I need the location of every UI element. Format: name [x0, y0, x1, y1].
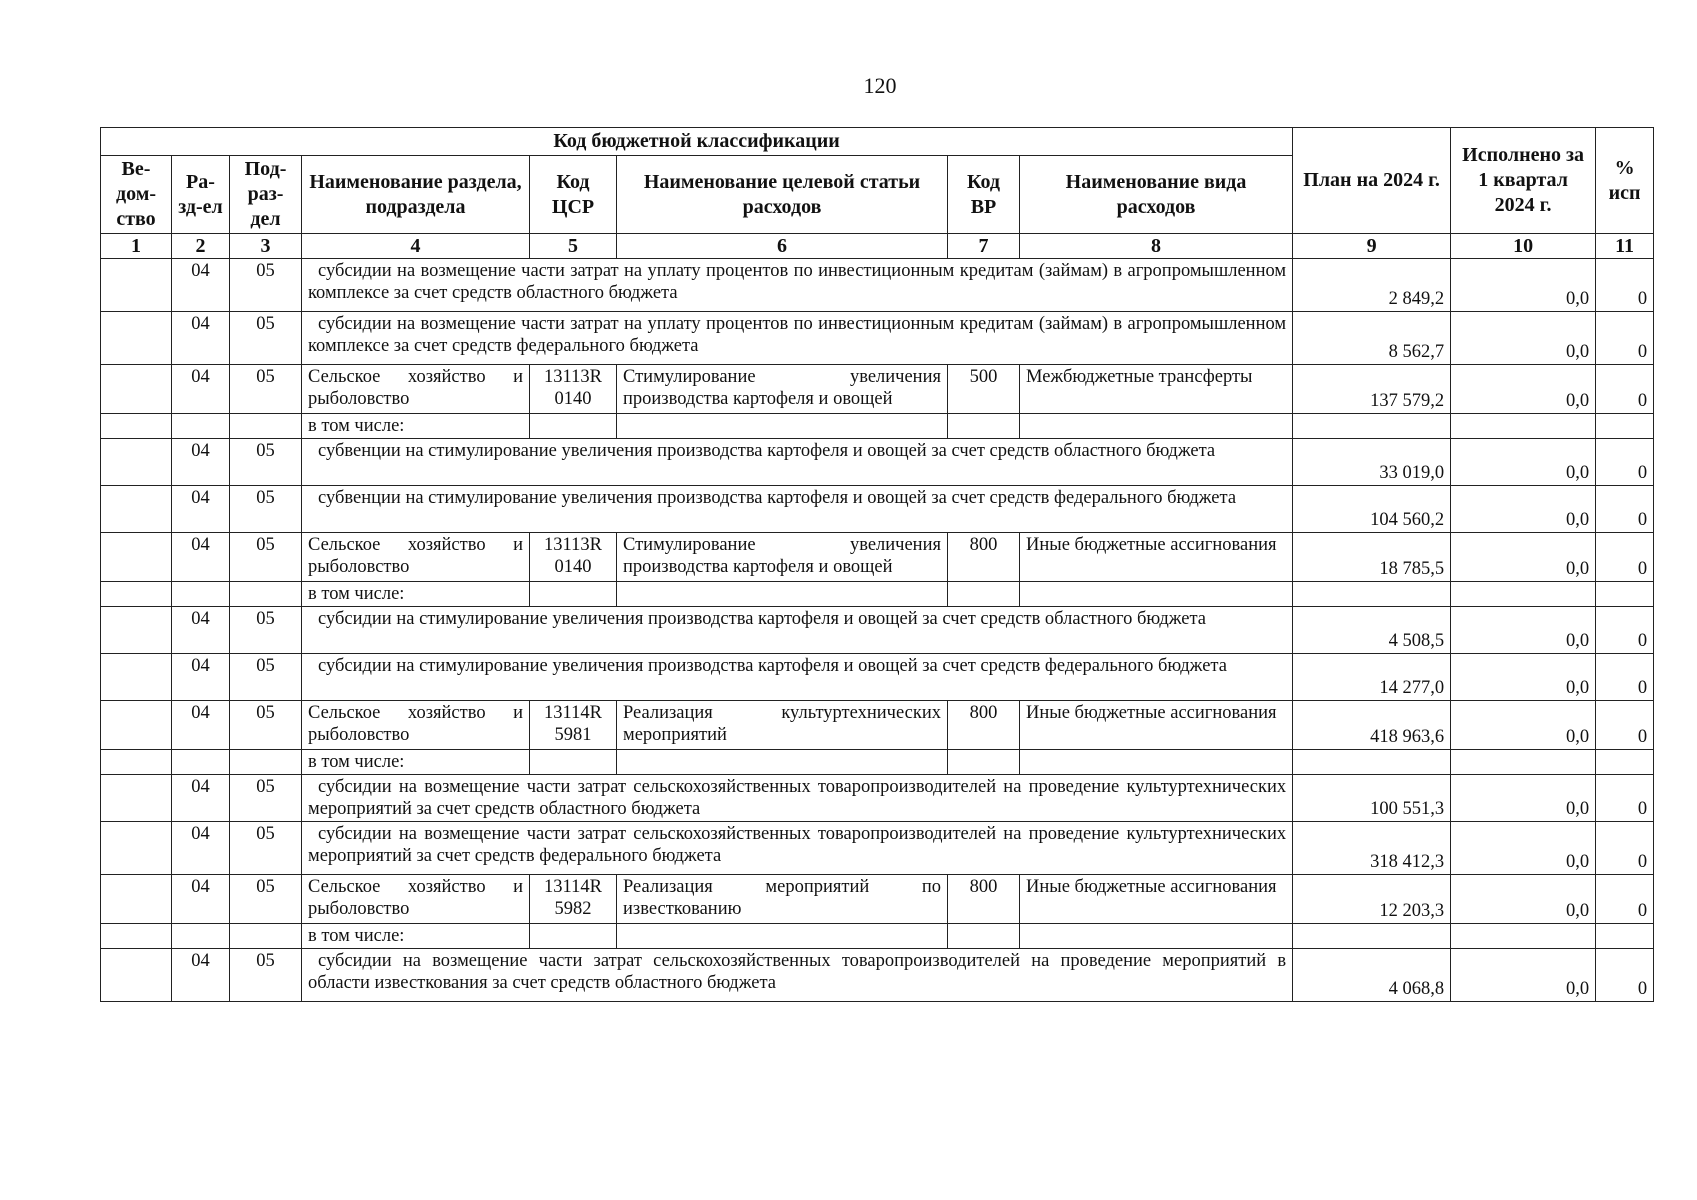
- vedomstvo-cell: [101, 582, 172, 607]
- table-header: [101, 128, 1654, 259]
- colnum: 3: [230, 234, 302, 259]
- podrazdel-cell: [230, 750, 302, 775]
- table-row: [101, 822, 1654, 875]
- csr-cell: 13114R 5982: [530, 875, 617, 924]
- pct-cell: 0: [1596, 775, 1654, 822]
- done-cell: 0,0: [1451, 533, 1596, 582]
- done-cell: 0,0: [1451, 607, 1596, 654]
- header-razdel: Ра-зд-ел: [172, 156, 230, 234]
- done-cell: 0,0: [1451, 775, 1596, 822]
- podrazdel-cell: 05: [230, 701, 302, 750]
- razdel-cell: 04: [172, 949, 230, 1002]
- podrazdel-cell: [230, 924, 302, 949]
- vr-cell: [948, 924, 1020, 949]
- razdel-cell: [172, 924, 230, 949]
- vr-cell: 800: [948, 875, 1020, 924]
- razdel-cell: [172, 750, 230, 775]
- done-cell: 0,0: [1451, 654, 1596, 701]
- header-podrazdel: Под-раз-дел: [230, 156, 302, 234]
- colnum: 10: [1451, 234, 1596, 259]
- description-cell: субсидии на стимулирование увеличения производства картофеля и овощей за счет средств областного бюджета: [302, 607, 1293, 654]
- plan-cell: 137 579,2: [1293, 365, 1451, 414]
- including-label: в том числе:: [302, 414, 530, 439]
- done-cell: [1451, 924, 1596, 949]
- podrazdel-cell: 05: [230, 533, 302, 582]
- description-cell: субсидии на возмещение части затрат сельскохозяйственных товаропроизводителей на проведение мероприятий в области известкования за счет средств областного бюджета: [302, 949, 1293, 1002]
- target-name-cell: [617, 414, 948, 439]
- vedomstvo-cell: [101, 365, 172, 414]
- vr-name-cell: Иные бюджетные ассигнования: [1020, 533, 1293, 582]
- pct-cell: 0: [1596, 654, 1654, 701]
- table-row: [101, 486, 1654, 533]
- plan-cell: 12 203,3: [1293, 875, 1451, 924]
- table-row: [101, 414, 1654, 439]
- plan-cell: [1293, 414, 1451, 439]
- vedomstvo-cell: [101, 750, 172, 775]
- podrazdel-cell: 05: [230, 259, 302, 312]
- plan-cell: 4 068,8: [1293, 949, 1451, 1002]
- plan-cell: 100 551,3: [1293, 775, 1451, 822]
- colnum: 5: [530, 234, 617, 259]
- pct-cell: 0: [1596, 439, 1654, 486]
- pct-cell: 0: [1596, 949, 1654, 1002]
- pct-cell: [1596, 924, 1654, 949]
- plan-cell: 318 412,3: [1293, 822, 1451, 875]
- vr-cell: [948, 414, 1020, 439]
- done-cell: 0,0: [1451, 822, 1596, 875]
- section-name-cell: Сельское хозяйство и рыболовство: [302, 875, 530, 924]
- header-section-name: Наименование раздела, подраздела: [302, 156, 530, 234]
- vedomstvo-cell: [101, 822, 172, 875]
- header-csr: Код ЦСР: [530, 156, 617, 234]
- done-cell: 0,0: [1451, 701, 1596, 750]
- razdel-cell: 04: [172, 312, 230, 365]
- table-row: [101, 439, 1654, 486]
- vr-name-cell: [1020, 924, 1293, 949]
- razdel-cell: [172, 582, 230, 607]
- table-row: [101, 775, 1654, 822]
- section-name-cell: Сельское хозяйство и рыболовство: [302, 365, 530, 414]
- csr-cell: 13113R 0140: [530, 365, 617, 414]
- done-cell: [1451, 414, 1596, 439]
- including-label: в том числе:: [302, 582, 530, 607]
- target-name-cell: Стимулирование увеличения производства картофеля и овощей: [617, 533, 948, 582]
- plan-cell: 18 785,5: [1293, 533, 1451, 582]
- plan-cell: 4 508,5: [1293, 607, 1451, 654]
- vedomstvo-cell: [101, 654, 172, 701]
- plan-cell: 418 963,6: [1293, 701, 1451, 750]
- done-cell: [1451, 750, 1596, 775]
- vr-name-cell: Межбюджетные трансферты: [1020, 365, 1293, 414]
- header-plan: План на 2024 г.: [1293, 128, 1451, 234]
- vedomstvo-cell: [101, 312, 172, 365]
- table-row: [101, 365, 1654, 414]
- vr-name-cell: [1020, 582, 1293, 607]
- podrazdel-cell: 05: [230, 949, 302, 1002]
- colnum: 6: [617, 234, 948, 259]
- plan-cell: [1293, 750, 1451, 775]
- target-name-cell: [617, 750, 948, 775]
- table-row: [101, 654, 1654, 701]
- table-row: [101, 607, 1654, 654]
- done-cell: [1451, 582, 1596, 607]
- podrazdel-cell: 05: [230, 439, 302, 486]
- pct-cell: 0: [1596, 365, 1654, 414]
- razdel-cell: 04: [172, 607, 230, 654]
- target-name-cell: Реализация мероприятий по известкованию: [617, 875, 948, 924]
- plan-cell: 2 849,2: [1293, 259, 1451, 312]
- vedomstvo-cell: [101, 414, 172, 439]
- done-cell: 0,0: [1451, 949, 1596, 1002]
- podrazdel-cell: 05: [230, 486, 302, 533]
- target-name-cell: Стимулирование увеличения производства картофеля и овощей: [617, 365, 948, 414]
- podrazdel-cell: [230, 582, 302, 607]
- done-cell: 0,0: [1451, 875, 1596, 924]
- razdel-cell: 04: [172, 439, 230, 486]
- csr-cell: [530, 924, 617, 949]
- table-row: [101, 582, 1654, 607]
- description-cell: субвенции на стимулирование увеличения производства картофеля и овощей за счет средств федерального бюджета: [302, 486, 1293, 533]
- razdel-cell: 04: [172, 701, 230, 750]
- section-name-cell: Сельское хозяйство и рыболовство: [302, 533, 530, 582]
- done-cell: 0,0: [1451, 439, 1596, 486]
- vr-cell: 500: [948, 365, 1020, 414]
- description-cell: субсидии на возмещение части затрат на уплату процентов по инвестиционным кредитам (займам) в агропромышленном комплексе за счет средств областного бюджета: [302, 259, 1293, 312]
- colnum: 8: [1020, 234, 1293, 259]
- csr-cell: [530, 750, 617, 775]
- csr-cell: 13113R 0140: [530, 533, 617, 582]
- podrazdel-cell: 05: [230, 365, 302, 414]
- vr-name-cell: [1020, 414, 1293, 439]
- plan-cell: 14 277,0: [1293, 654, 1451, 701]
- podrazdel-cell: 05: [230, 822, 302, 875]
- podrazdel-cell: 05: [230, 607, 302, 654]
- pct-cell: 0: [1596, 607, 1654, 654]
- podrazdel-cell: 05: [230, 654, 302, 701]
- vr-name-cell: Иные бюджетные ассигнования: [1020, 875, 1293, 924]
- plan-cell: 33 019,0: [1293, 439, 1451, 486]
- vr-name-cell: Иные бюджетные ассигнования: [1020, 701, 1293, 750]
- table-row: [101, 875, 1654, 924]
- including-label: в том числе:: [302, 924, 530, 949]
- razdel-cell: 04: [172, 875, 230, 924]
- pct-cell: 0: [1596, 486, 1654, 533]
- description-cell: субсидии на стимулирование увеличения производства картофеля и овощей за счет средств федерального бюджета: [302, 654, 1293, 701]
- vedomstvo-cell: [101, 607, 172, 654]
- done-cell: 0,0: [1451, 259, 1596, 312]
- vedomstvo-cell: [101, 439, 172, 486]
- table-row: [101, 701, 1654, 750]
- header-vr-name: Наименование вида расходов: [1020, 156, 1293, 234]
- pct-cell: [1596, 582, 1654, 607]
- vedomstvo-cell: [101, 533, 172, 582]
- including-label: в том числе:: [302, 750, 530, 775]
- razdel-cell: 04: [172, 822, 230, 875]
- table-row: [101, 949, 1654, 1002]
- razdel-cell: 04: [172, 654, 230, 701]
- vr-cell: [948, 750, 1020, 775]
- razdel-cell: 04: [172, 259, 230, 312]
- description-cell: субсидии на возмещение части затрат на уплату процентов по инвестиционным кредитам (займам) в агропромышленном комплексе за счет средств федерального бюджета: [302, 312, 1293, 365]
- vedomstvo-cell: [101, 701, 172, 750]
- csr-cell: [530, 582, 617, 607]
- table-row: [101, 533, 1654, 582]
- header-pct: % исп: [1596, 128, 1654, 234]
- podrazdel-cell: 05: [230, 312, 302, 365]
- plan-cell: 104 560,2: [1293, 486, 1451, 533]
- pct-cell: 0: [1596, 822, 1654, 875]
- podrazdel-cell: [230, 414, 302, 439]
- vedomstvo-cell: [101, 775, 172, 822]
- header-target-name: Наименование целевой статьи расходов: [617, 156, 948, 234]
- razdel-cell: 04: [172, 486, 230, 533]
- vedomstvo-cell: [101, 259, 172, 312]
- header-vr: Код ВР: [948, 156, 1020, 234]
- done-cell: 0,0: [1451, 365, 1596, 414]
- vedomstvo-cell: [101, 875, 172, 924]
- header-group-title: Код бюджетной классификации: [101, 128, 1293, 156]
- plan-cell: [1293, 924, 1451, 949]
- pct-cell: 0: [1596, 259, 1654, 312]
- section-name-cell: Сельское хозяйство и рыболовство: [302, 701, 530, 750]
- header-done: Исполнено за 1 квартал 2024 г.: [1451, 128, 1596, 234]
- pct-cell: 0: [1596, 533, 1654, 582]
- colnum: 9: [1293, 234, 1451, 259]
- header-vedomstvo: Ве-дом-ство: [101, 156, 172, 234]
- description-cell: субсидии на возмещение части затрат сельскохозяйственных товаропроизводителей на проведение культуртехнических мероприятий за счет средств областного бюджета: [302, 775, 1293, 822]
- vr-cell: 800: [948, 533, 1020, 582]
- vedomstvo-cell: [101, 924, 172, 949]
- budget-table: [100, 127, 1654, 1002]
- csr-cell: 13114R 5981: [530, 701, 617, 750]
- table-row: [101, 924, 1654, 949]
- pct-cell: 0: [1596, 701, 1654, 750]
- pct-cell: [1596, 750, 1654, 775]
- description-cell: субсидии на возмещение части затрат сельскохозяйственных товаропроизводителей на проведение культуртехнических мероприятий за счет средств федерального бюджета: [302, 822, 1293, 875]
- column-numbers-row: [101, 234, 1654, 259]
- pct-cell: [1596, 414, 1654, 439]
- razdel-cell: 04: [172, 365, 230, 414]
- plan-cell: [1293, 582, 1451, 607]
- description-cell: субвенции на стимулирование увеличения производства картофеля и овощей за счет средств областного бюджета: [302, 439, 1293, 486]
- colnum: 1: [101, 234, 172, 259]
- done-cell: 0,0: [1451, 486, 1596, 533]
- done-cell: 0,0: [1451, 312, 1596, 365]
- target-name-cell: [617, 582, 948, 607]
- pct-cell: 0: [1596, 875, 1654, 924]
- vr-cell: [948, 582, 1020, 607]
- target-name-cell: [617, 924, 948, 949]
- vedomstvo-cell: [101, 486, 172, 533]
- page-number: 120: [863, 73, 897, 98]
- colnum: 11: [1596, 234, 1654, 259]
- colnum: 2: [172, 234, 230, 259]
- colnum: 4: [302, 234, 530, 259]
- target-name-cell: Реализация культуртехнических мероприятий: [617, 701, 948, 750]
- podrazdel-cell: 05: [230, 775, 302, 822]
- colnum: 7: [948, 234, 1020, 259]
- razdel-cell: 04: [172, 775, 230, 822]
- razdel-cell: 04: [172, 533, 230, 582]
- razdel-cell: [172, 414, 230, 439]
- csr-cell: [530, 414, 617, 439]
- podrazdel-cell: 05: [230, 875, 302, 924]
- vr-cell: 800: [948, 701, 1020, 750]
- vedomstvo-cell: [101, 949, 172, 1002]
- plan-cell: 8 562,7: [1293, 312, 1451, 365]
- pct-cell: 0: [1596, 312, 1654, 365]
- table-row: [101, 259, 1654, 312]
- vr-name-cell: [1020, 750, 1293, 775]
- table-row: [101, 312, 1654, 365]
- table-row: [101, 750, 1654, 775]
